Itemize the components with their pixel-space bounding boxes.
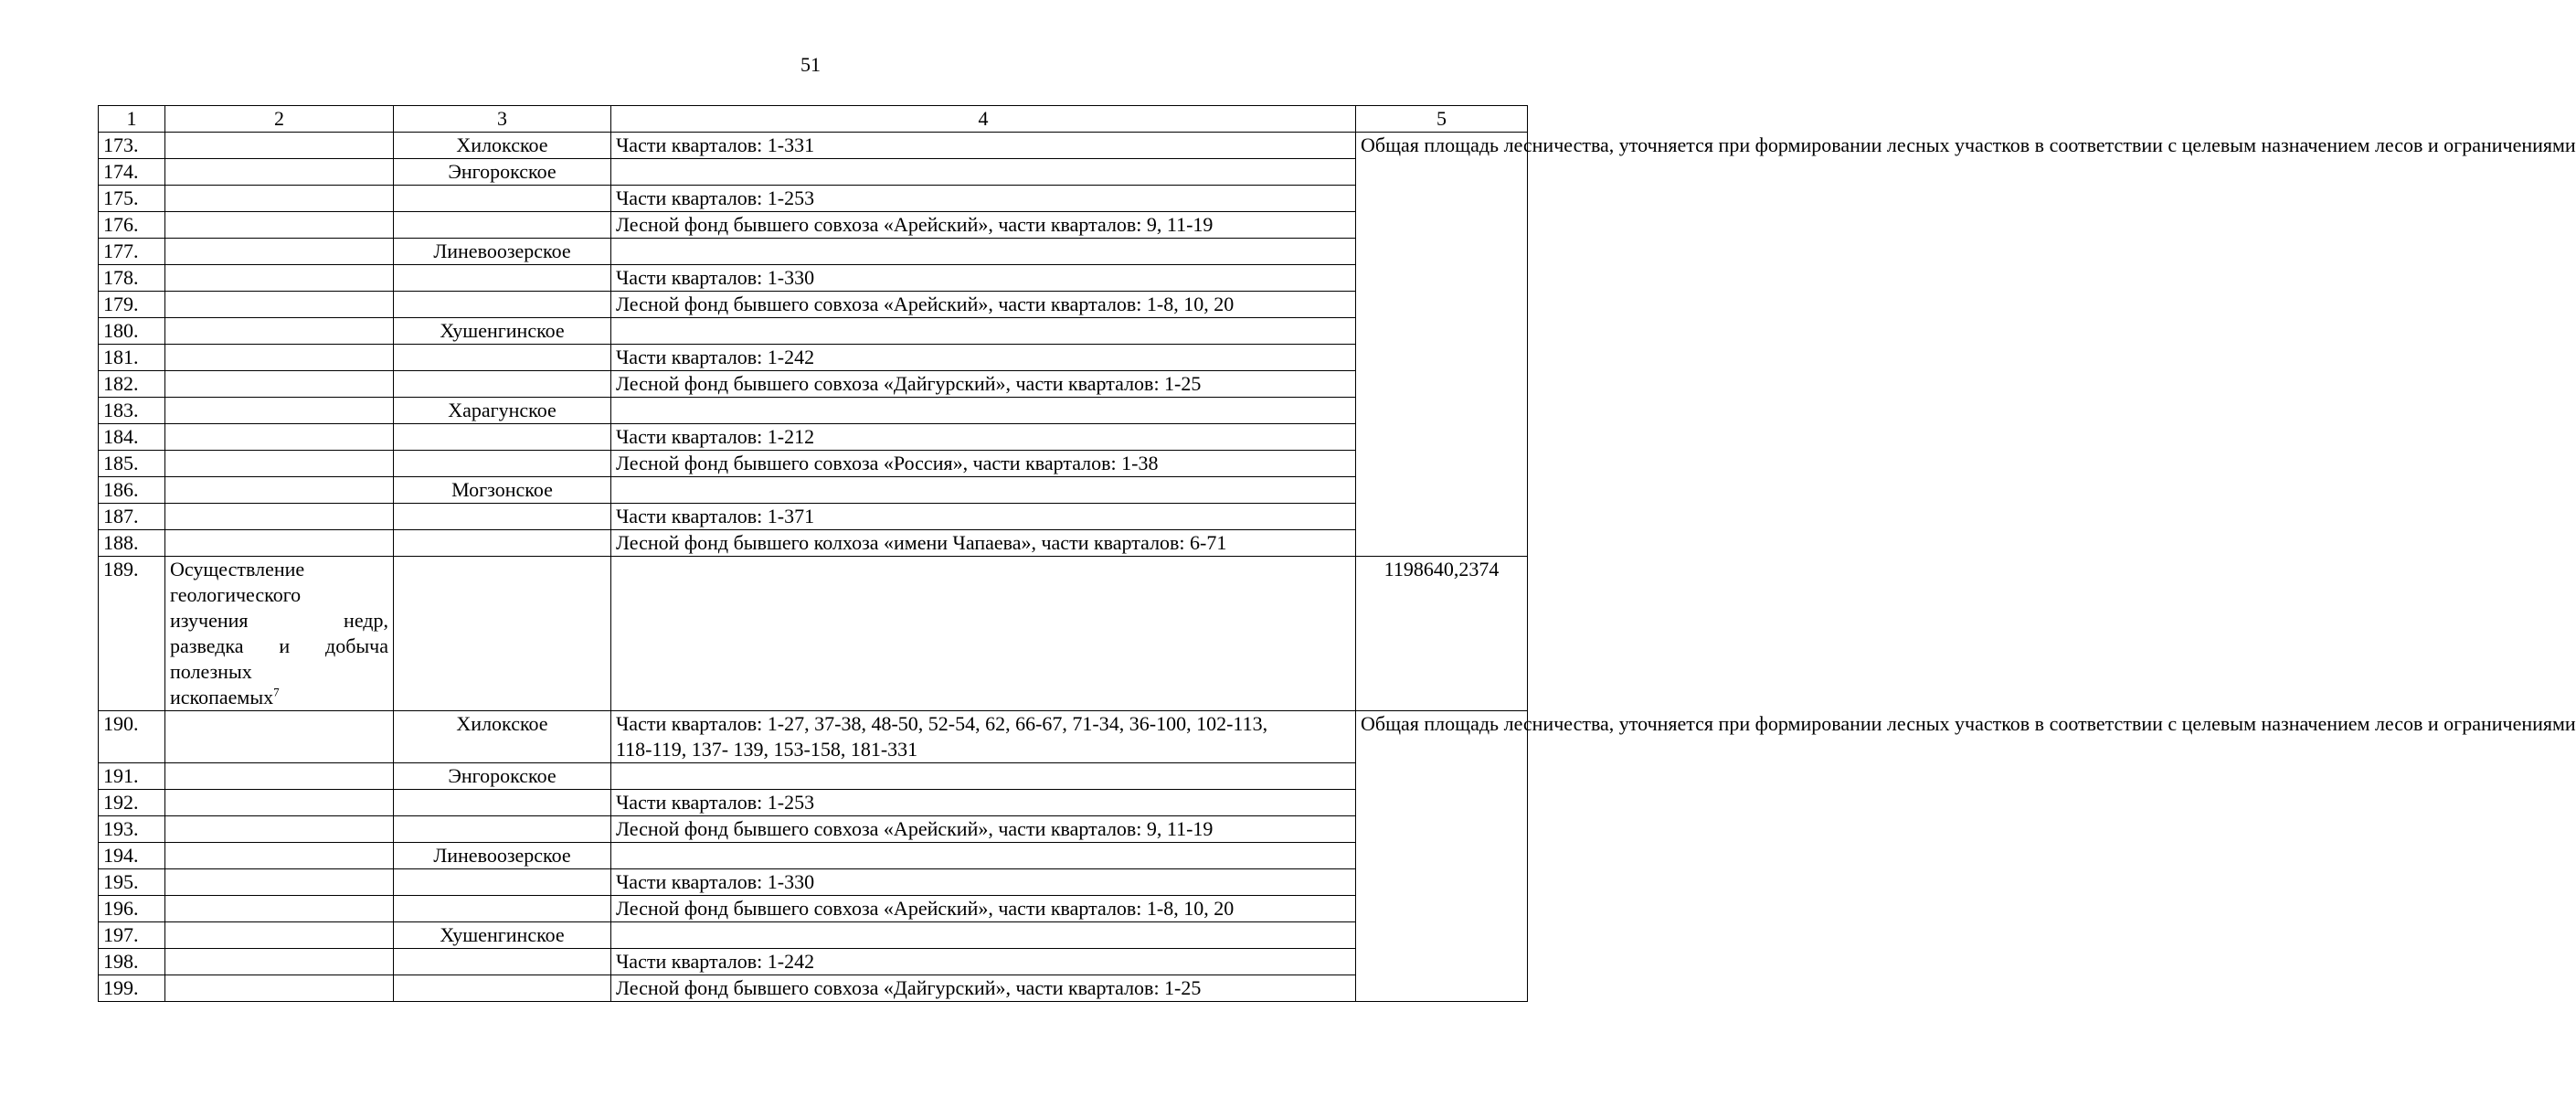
- quarters-description: [611, 922, 1356, 949]
- forestry-name: [394, 292, 611, 318]
- quarters-description: [611, 239, 1356, 265]
- forestry-name: Хилокское: [394, 711, 611, 763]
- table-row: [99, 843, 1528, 869]
- forestry-name: Линевоозерское: [394, 239, 611, 265]
- forestry-name: [394, 371, 611, 398]
- quarters-description: Лесной фонд бывшего совхоза «Дайгурский», части кварталов: 1-25: [611, 371, 1356, 398]
- forestry-name: [394, 424, 611, 451]
- quarters-description: Лесной фонд бывшего совхоза «Россия», части кварталов: 1-38: [611, 451, 1356, 477]
- purpose-line: Осуществление: [170, 558, 305, 580]
- table-row: [99, 504, 1528, 530]
- table-row: [99, 949, 1528, 975]
- row-number: 174.: [99, 159, 165, 186]
- row-number: 187.: [99, 504, 165, 530]
- purpose-cell: [165, 504, 394, 530]
- table-row: [99, 398, 1528, 424]
- row-number: 175.: [99, 186, 165, 212]
- row-number: 180.: [99, 318, 165, 345]
- header-col-5: 5: [1356, 106, 1528, 133]
- forestry-name: [394, 949, 611, 975]
- table-row: [99, 816, 1528, 843]
- row-number: 178.: [99, 265, 165, 292]
- purpose-cell: [165, 239, 394, 265]
- row-number: 179.: [99, 292, 165, 318]
- purpose-line: разведка и добыча: [170, 634, 388, 657]
- quarters-description: Части кварталов: 1-330: [611, 869, 1356, 896]
- row-number: 191.: [99, 763, 165, 790]
- purpose-cell: [165, 896, 394, 922]
- table-row: [99, 477, 1528, 504]
- table-row: [99, 265, 1528, 292]
- quarters-description: Лесной фонд бывшего совхоза «Арейский», части кварталов: 1-8, 10, 20: [611, 292, 1356, 318]
- table-row: [99, 896, 1528, 922]
- quarters-description: Лесной фонд бывшего совхоза «Дайгурский», части кварталов: 1-25: [611, 975, 1356, 1002]
- row-number: 181.: [99, 345, 165, 371]
- forestry-name: [394, 186, 611, 212]
- quarters-description: Части кварталов: 1-371: [611, 504, 1356, 530]
- purpose-cell: [165, 371, 394, 398]
- forestry-name: [394, 790, 611, 816]
- row-number: 195.: [99, 869, 165, 896]
- row-number: 194.: [99, 843, 165, 869]
- purpose-cell: [165, 159, 394, 186]
- quarters-description: Части кварталов: 1-253: [611, 790, 1356, 816]
- header-row: [99, 106, 1528, 133]
- table-row: [99, 711, 1528, 763]
- forestry-name: Хушенгинское: [394, 922, 611, 949]
- row-number: 176.: [99, 212, 165, 239]
- purpose-cell: [165, 949, 394, 975]
- row-number: 199.: [99, 975, 165, 1002]
- purpose-line: изучения недр,: [170, 609, 388, 632]
- purpose-cell: [165, 345, 394, 371]
- purpose-cell: [165, 843, 394, 869]
- purpose-cell: [165, 133, 394, 159]
- quarters-description: [611, 159, 1356, 186]
- forestry-name: Хушенгинское: [394, 318, 611, 345]
- table-row: [99, 186, 1528, 212]
- quarters-description: Части кварталов: 1-212: [611, 424, 1356, 451]
- forestry-name: [394, 869, 611, 896]
- purpose-cell: [165, 763, 394, 790]
- total-area: 1198640,2374: [1356, 557, 1528, 711]
- quarters-description: Лесной фонд бывшего совхоза «Арейский», части кварталов: 9, 11-19: [611, 212, 1356, 239]
- quarters-description: Части кварталов: 1-253: [611, 186, 1356, 212]
- row-number: 183.: [99, 398, 165, 424]
- forestry-name: [394, 451, 611, 477]
- row-number: 189.: [99, 557, 165, 711]
- description-line: 118-119, 137- 139, 153-158, 181-331: [616, 738, 918, 761]
- forestry-name: [394, 212, 611, 239]
- row-number: 197.: [99, 922, 165, 949]
- area-note: Общая площадь лесничества, уточняется при формировании лесных участков в соответствии с целевым назначением лесов и ограничениями: [1356, 133, 1528, 557]
- forestry-name: Энгорокское: [394, 159, 611, 186]
- row-number: 190.: [99, 711, 165, 763]
- purpose-cell: [165, 975, 394, 1002]
- purpose-cell: [165, 530, 394, 557]
- purpose-cell: [165, 186, 394, 212]
- row-number: 184.: [99, 424, 165, 451]
- table-row: [99, 159, 1528, 186]
- quarters-description: [611, 477, 1356, 504]
- quarters-description: [611, 318, 1356, 345]
- forestry-name: [394, 265, 611, 292]
- forestry-name: Линевоозерское: [394, 843, 611, 869]
- row-number: 173.: [99, 133, 165, 159]
- forestry-name: [394, 345, 611, 371]
- purpose-cell: [165, 869, 394, 896]
- table-row: [99, 530, 1528, 557]
- table-row: [99, 975, 1528, 1002]
- purpose-cell: [165, 265, 394, 292]
- quarters-description: Лесной фонд бывшего колхоза «имени Чапаева», части кварталов: 6-71: [611, 530, 1356, 557]
- quarters-description: [611, 843, 1356, 869]
- forestry-name: [394, 557, 611, 711]
- row-number: 185.: [99, 451, 165, 477]
- quarters-description: Лесной фонд бывшего совхоза «Арейский», части кварталов: 1-8, 10, 20: [611, 896, 1356, 922]
- area-note: Общая площадь лесничества, уточняется при формировании лесных участков в соответствии с целевым назначением лесов и ограничениями: [1356, 711, 1528, 1002]
- forestry-name: Хилокское: [394, 133, 611, 159]
- forestry-name: [394, 896, 611, 922]
- footnote-marker: 7: [273, 685, 280, 699]
- row-number: 192.: [99, 790, 165, 816]
- forestry-name: [394, 530, 611, 557]
- forestry-table: [98, 105, 2576, 1002]
- header-col-3: 3: [394, 106, 611, 133]
- table-row: [99, 318, 1528, 345]
- row-number: 196.: [99, 896, 165, 922]
- quarters-description: Лесной фонд бывшего совхоза «Арейский», части кварталов: 9, 11-19: [611, 816, 1356, 843]
- row-number: 177.: [99, 239, 165, 265]
- row-number: 188.: [99, 530, 165, 557]
- table-row: [99, 790, 1528, 816]
- purpose-cell: [165, 212, 394, 239]
- table-row: [99, 212, 1528, 239]
- purpose-line: полезных: [170, 660, 252, 683]
- purpose-cell: [165, 557, 394, 711]
- row-number: 193.: [99, 816, 165, 843]
- purpose-line: геологического: [170, 583, 302, 606]
- row-number: 198.: [99, 949, 165, 975]
- row-number: 186.: [99, 477, 165, 504]
- table-row: [99, 239, 1528, 265]
- table-row: [99, 451, 1528, 477]
- header-col-4: 4: [611, 106, 1356, 133]
- quarters-description: Части кварталов: 1-242: [611, 345, 1356, 371]
- forestry-name: Харагунское: [394, 398, 611, 424]
- table-row: [99, 424, 1528, 451]
- purpose-cell: [165, 711, 394, 763]
- table-row: [99, 292, 1528, 318]
- quarters-description: Части кварталов: 1-330: [611, 265, 1356, 292]
- quarters-description: [611, 557, 1356, 711]
- table-row: [99, 763, 1528, 790]
- table-row: [99, 922, 1528, 949]
- forestry-name: Энгорокское: [394, 763, 611, 790]
- purpose-cell: [165, 292, 394, 318]
- purpose-cell: [165, 790, 394, 816]
- purpose-cell: [165, 816, 394, 843]
- forestry-name: [394, 975, 611, 1002]
- quarters-description: [611, 711, 1356, 763]
- table-row: [99, 869, 1528, 896]
- description-line: Части кварталов: 1-27, 37-38, 48-50, 52-54, 62, 66-67, 71-34, 36-100, 102-113,: [616, 712, 1268, 735]
- table-row: [99, 371, 1528, 398]
- table-row: [99, 133, 1528, 159]
- quarters-description: Части кварталов: 1-242: [611, 949, 1356, 975]
- table-row: [99, 345, 1528, 371]
- forestry-name: [394, 816, 611, 843]
- purpose-cell: [165, 451, 394, 477]
- purpose-cell: [165, 922, 394, 949]
- row-number: 182.: [99, 371, 165, 398]
- forestry-name: Могзонское: [394, 477, 611, 504]
- header-col-2: 2: [165, 106, 394, 133]
- purpose-cell: [165, 477, 394, 504]
- quarters-description: [611, 763, 1356, 790]
- purpose-cell: [165, 424, 394, 451]
- page-number: 51: [800, 53, 821, 76]
- quarters-description: Части кварталов: 1-331: [611, 133, 1356, 159]
- purpose-cell: [165, 398, 394, 424]
- table-row: [99, 557, 1528, 711]
- purpose-cell: [165, 318, 394, 345]
- quarters-description: [611, 398, 1356, 424]
- purpose-line: ископаемых: [170, 686, 274, 708]
- header-col-1: 1: [99, 106, 165, 133]
- forestry-name: [394, 504, 611, 530]
